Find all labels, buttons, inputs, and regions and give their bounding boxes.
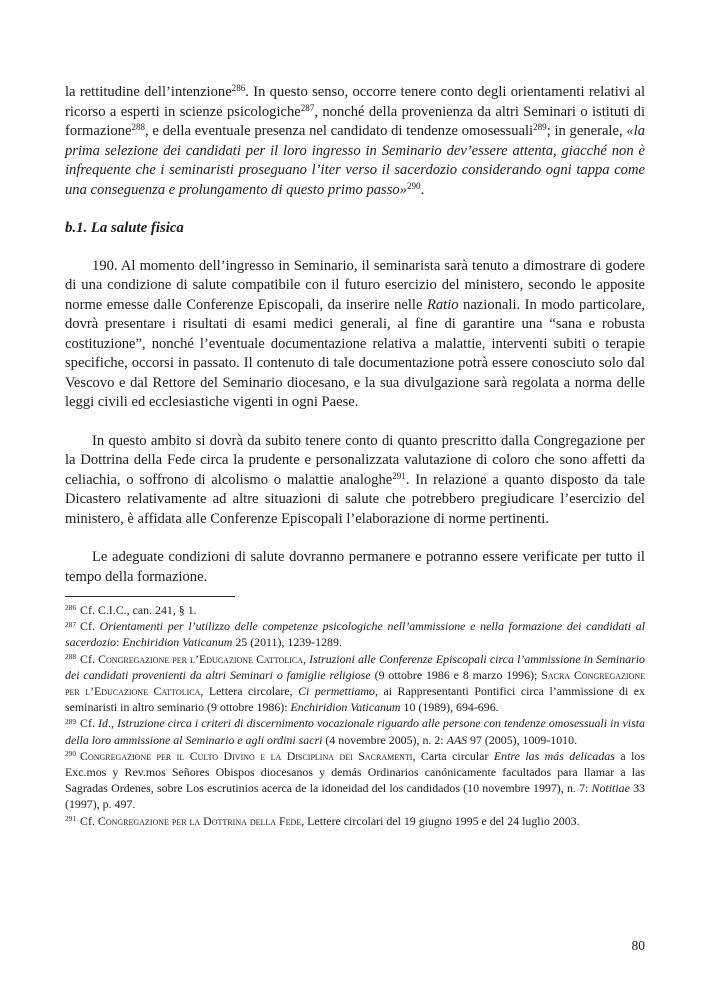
paragraph-190: 190. Al momento dell’ingresso in Seminario, il seminarista sarà tenuto a dimostrare di godere di una condizione di salute compatibile con il futuro esercizio del ministero, secondo le apposite norme emesse dalle Conferenze Episcopali, da inserire nelle Ratio nazionali. In modo particolare, dovrà presentare i risultati di esami medici generali, al fine di garantire una “sana e robusta costituzione”, nonché l’eventuale documentazione relativa a malattie, interventi subiti o terapie specifiche, occorsi in passato. Il contenuto di tale documentazione potrà essere conosciuto solo dal Vescovo e dal Rettore del Seminario diocesano, e la sua divulgazione sarà regolata a norma delle leggi civili ed ecclesiastiche vigenti in ogni Paese. (65, 257, 646, 410)
footnote-288 (65, 651, 645, 716)
footnote-marker: 286 (65, 603, 77, 613)
footnote-marker: 290 (65, 749, 77, 759)
footnote-text: Cf. Congregazione per la Dottrina della Fede, Lettere circolari del 19 giugno 1995 e del 24 luglio 2003. (80, 813, 580, 828)
footnote-291 (65, 813, 645, 829)
footnote-marker: 289 (65, 716, 77, 726)
footnote-marker: 288 (65, 651, 77, 661)
paragraph-ambito: In questo ambito si dovrà da subito tenere conto di quanto prescritto dalla Congregazione per la Dottrina della Fede circa la prudente e personalizzata valutazione di coloro che sono affetti da celiachia, o soffrono di alcolismo o malattie analoghe$^{291}$. In relazione a quanto disposto da tale Dicastero relativamente ad altre situazioni di salute che potrebbero pregiudicare l’esercizio del ministero, è affidata alle Conferenze Episcopali l’elaborazione di norme pertinenti. (65, 432, 645, 527)
paragraph-continuation: la rettitudine dell’intenzione$^{286}$. In questo senso, occorre tenere conto degli orientamenti relativi al ricorso a esperti in scienze psicologiche$^{287}$, nonché della provenienza da altri Seminari o istituti di formazione$^{288}$, e della eventuale presenza nel candidato di tendenze omosessuali$^{289}$; in generale, «la prima selezione dei candidati per il loro ingresso in Seminario dev’essere attenta, giacché non è infrequente che i seminaristi proseguano l’iter verso il sacerdozio considerando ogni tappa come una conseguenza e prolungamento di questo primo passo»$^{290}$. (65, 83, 646, 198)
section-heading: b.1. La salute fisica (65, 220, 184, 236)
footnote-divider (65, 596, 235, 597)
page-content (65, 83, 645, 829)
footnote-text: Cf. Congregazione per l’Educazione Cattolica, Istruzioni alle Conferenze Episcopali circa l’ammissione in Seminario dei candidati provenienti da altri Seminari o famiglie religiose (9 ottobre 1986 e 8 marzo 1996); Sacra Congregazione per l’Educazione Cattolica, Lettera circolare, Ci permettiamo, ai Rappresentanti Pontifici circa l’ammissione di ex seminaristi in altro seminario (9 ottobre 1986): Enchiridion Vaticanum 10 (1989), 694-696. (65, 651, 646, 715)
footnote-290 (65, 748, 645, 813)
footnote-text: Cf. Id., Istruzione circa i criteri di discernimento vocazionale riguardo alle persone con tendenze omosessuali in vista della loro ammissione al Seminario e agli ordini sacri (4 novembre 2005), n. 2: AAS 97 (2005), 1009-1010. (65, 716, 645, 747)
footnote-text: Congregazione per il Culto Divino e la Disciplina dei Sacramenti, Carta circular Entre las más delicadas a los Exc.mos y Rev.mos Señores Obispos diocesanos y demás Ordinarios canónicamente facultados para llamar a las Sagradas Ordenes, sobre Los escrutinios acerca de la idoneidad del los candidados (10 novembre 1997), n. 7: Notitiae 33 (1997), p. 497. (65, 748, 645, 812)
paragraph-salute: Le adeguate condizioni di salute dovranno permanere e potranno essere verificate per tutto il tempo della formazione. (65, 549, 645, 585)
footnote-286 (65, 602, 645, 618)
page-number: 80 (631, 938, 645, 953)
footnote-marker: 287 (65, 619, 77, 629)
footnote-text: Cf. C.I.C., can. 241, § 1. (80, 603, 197, 617)
footnote-text: Cf. Orientamenti per l’utilizzo delle competenze psicologiche nell’ammissione e nella formazione dei candidati al sacerdozio: Enchiridion Vaticanum 25 (2011), 1239-1289. (65, 619, 645, 650)
footnote-287 (65, 618, 645, 650)
footnote-289 (65, 715, 645, 747)
footnotes-section (65, 602, 645, 829)
footnote-marker: 291 (65, 813, 77, 823)
